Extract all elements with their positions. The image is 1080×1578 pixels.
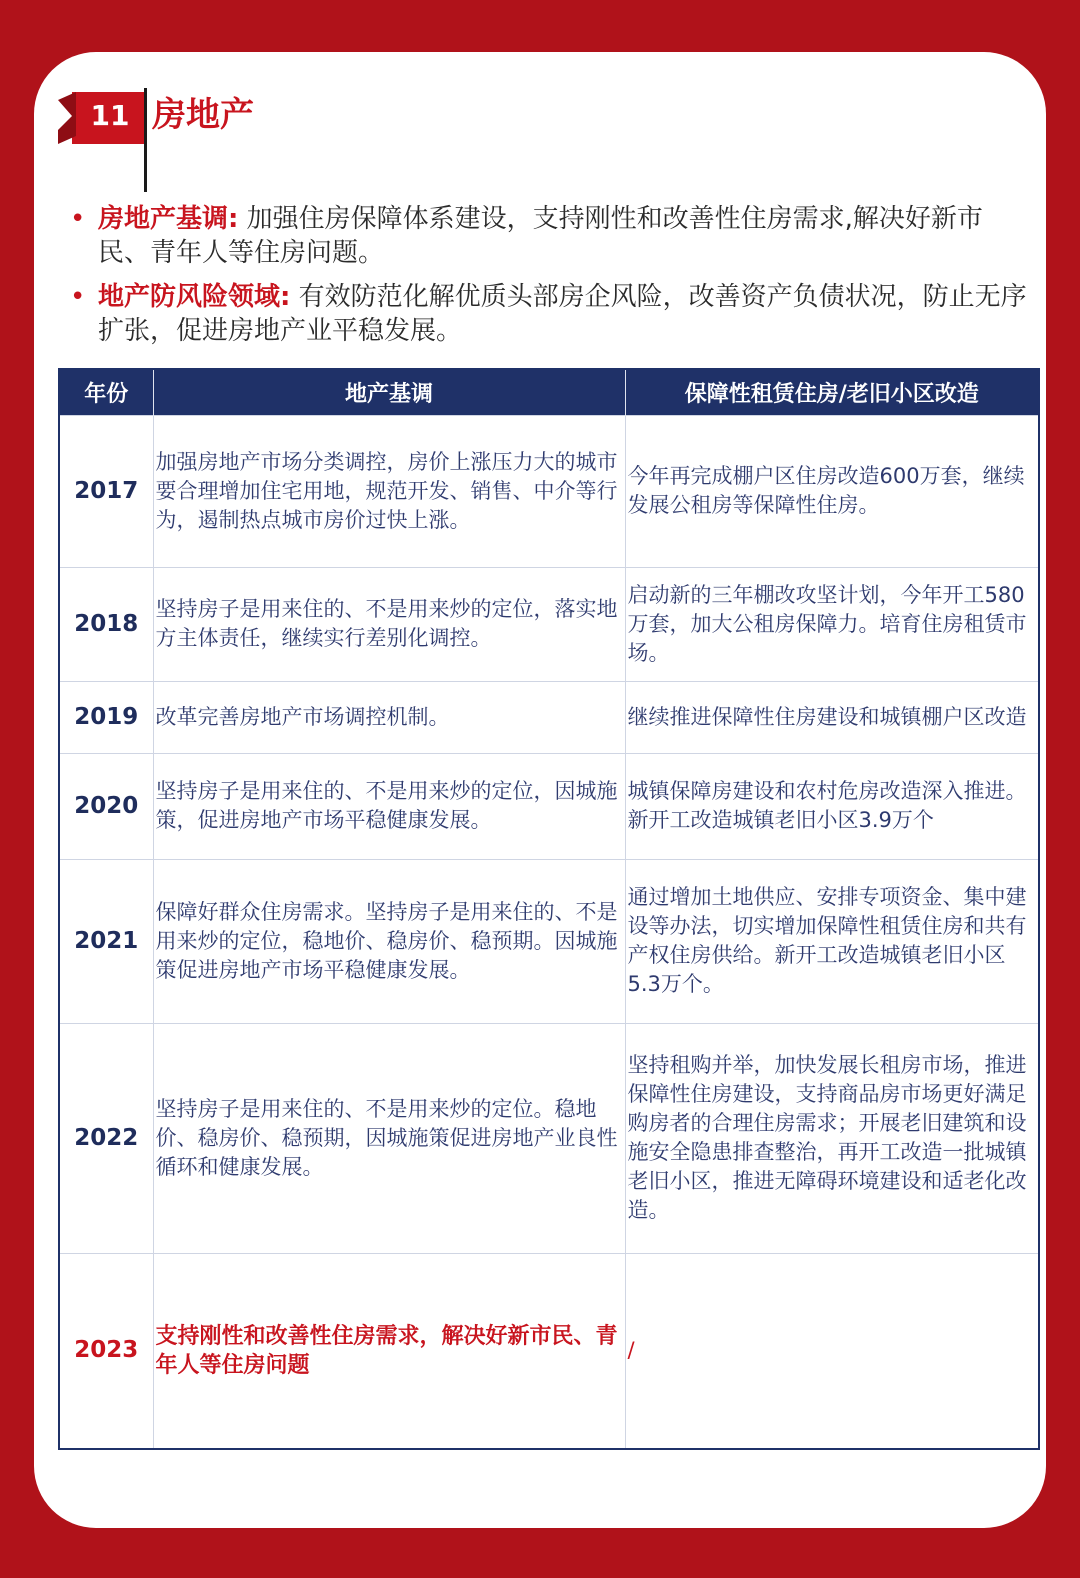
cell-year: 2022 bbox=[59, 1023, 153, 1253]
cell-year: 2023 bbox=[59, 1253, 153, 1449]
cell-housing: 继续推进保障性住房建设和城镇棚户区改造 bbox=[625, 681, 1039, 753]
cell-year: 2017 bbox=[59, 415, 153, 567]
bullet-text: 加强住房保障体系建设，支持刚性和改善性住房需求,解决好新市民、青年人等住房问题。 bbox=[98, 204, 983, 268]
table-row-highlighted bbox=[59, 1253, 1039, 1449]
cell-tone: 坚持房子是用来住的、不是用来炒的定位，因城施策，促进房地产市场平稳健康发展。 bbox=[153, 753, 625, 859]
cell-tone: 支持刚性和改善性住房需求，解决好新市民、青年人等住房问题 bbox=[153, 1253, 625, 1449]
cell-year: 2020 bbox=[59, 753, 153, 859]
cell-tone: 加强房地产市场分类调控，房价上涨压力大的城市要合理增加住宅用地，规范开发、销售、中介等行为，遏制热点城市房价过快上涨。 bbox=[153, 415, 625, 567]
cell-year: 2021 bbox=[59, 859, 153, 1023]
bullet-item bbox=[70, 280, 1030, 348]
table-row bbox=[59, 681, 1039, 753]
header-tone: 地产基调 bbox=[153, 369, 625, 415]
policy-table-grid bbox=[58, 368, 1040, 1450]
section-number: 11 bbox=[90, 99, 130, 132]
content-card bbox=[34, 52, 1046, 1528]
bullet-dot-icon: • bbox=[70, 282, 86, 312]
table-row bbox=[59, 415, 1039, 567]
flag-pole bbox=[144, 88, 147, 192]
cell-year: 2018 bbox=[59, 567, 153, 681]
cell-housing: 坚持租购并举，加快发展长租房市场，推进保障性住房建设，支持商品房市场更好满足购房者的合理住房需求；开展老旧建筑和设施安全隐患排查整治，再开工改造一批城镇老旧小区，推进无障碍环境建设和适老化改造。 bbox=[625, 1023, 1039, 1253]
section-heading bbox=[58, 88, 318, 198]
cell-tone: 坚持房子是用来住的、不是用来炒的定位。稳地价、稳房价、稳预期，因城施策促进房地产业良性循环和健康发展。 bbox=[153, 1023, 625, 1253]
cell-housing: / bbox=[625, 1253, 1039, 1449]
header-housing: 保障性租赁住房/老旧小区改造 bbox=[625, 369, 1039, 415]
bullet-lead: 地产防风险领域: bbox=[98, 282, 291, 312]
bullet-text: 有效防范化解优质头部房企风险，改善资产负债状况，防止无序扩张，促进房地产业平稳发展。 bbox=[98, 282, 1027, 346]
table-row bbox=[59, 1023, 1039, 1253]
policy-table bbox=[58, 368, 1038, 1450]
table-row bbox=[59, 859, 1039, 1023]
cell-tone: 改革完善房地产市场调控机制。 bbox=[153, 681, 625, 753]
table-row bbox=[59, 753, 1039, 859]
table-header bbox=[59, 369, 1039, 415]
table-row bbox=[59, 567, 1039, 681]
summary-bullets bbox=[70, 202, 1030, 358]
header-year: 年份 bbox=[59, 369, 153, 415]
bullet-dot-icon: • bbox=[70, 204, 86, 234]
cell-housing: 启动新的三年棚改攻坚计划，今年开工580万套，加大公租房保障力。培育住房租赁市场。 bbox=[625, 567, 1039, 681]
cell-tone: 坚持房子是用来住的、不是用来炒的定位，落实地方主体责任，继续实行差别化调控。 bbox=[153, 567, 625, 681]
cell-housing: 今年再完成棚户区住房改造600万套，继续发展公租房等保障性住房。 bbox=[625, 415, 1039, 567]
bullet-item bbox=[70, 202, 1030, 270]
section-title: 房地产 bbox=[152, 95, 254, 135]
cell-tone: 保障好群众住房需求。坚持房子是用来住的、不是用来炒的定位，稳地价、稳房价、稳预期。因城施策促进房地产市场平稳健康发展。 bbox=[153, 859, 625, 1023]
cell-year: 2019 bbox=[59, 681, 153, 753]
cell-housing: 城镇保障房建设和农村危房改造深入推进。新开工改造城镇老旧小区3.9万个 bbox=[625, 753, 1039, 859]
bullet-lead: 房地产基调: bbox=[98, 204, 239, 234]
cell-housing: 通过增加土地供应、安排专项资金、集中建设等办法，切实增加保障性租赁住房和共有产权住房供给。新开工改造城镇老旧小区5.3万个。 bbox=[625, 859, 1039, 1023]
